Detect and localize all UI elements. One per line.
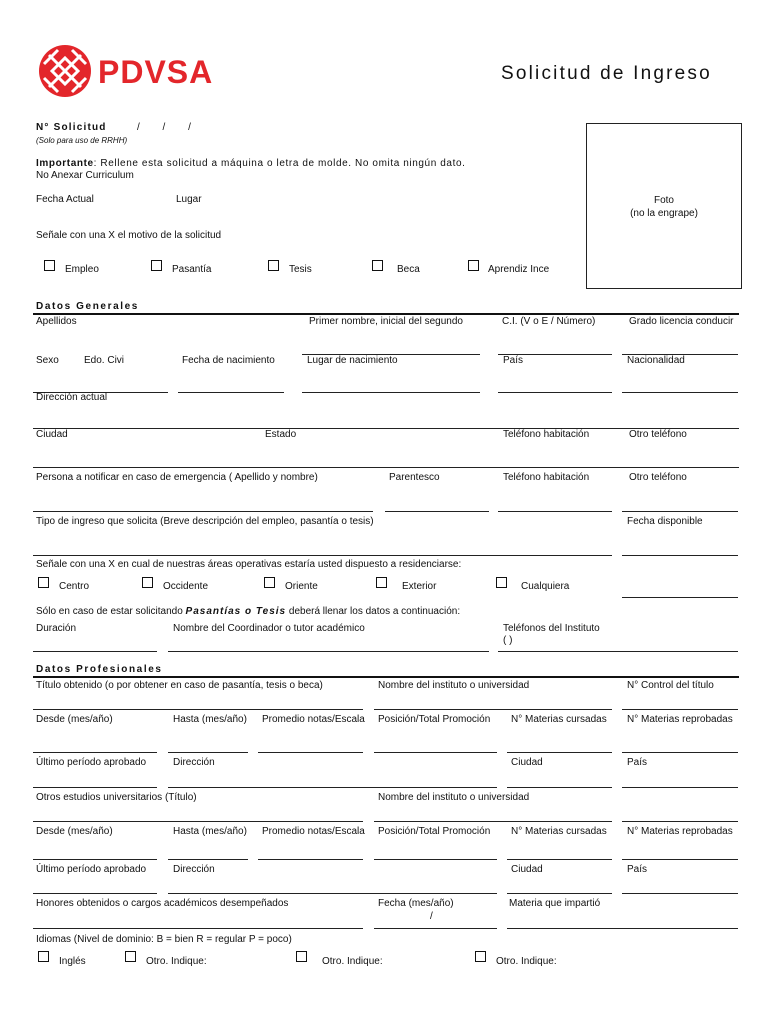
area-occidente: Occidente bbox=[163, 581, 209, 592]
field-line[interactable] bbox=[622, 893, 738, 894]
field-line[interactable] bbox=[498, 651, 738, 652]
sexo-label: Sexo bbox=[36, 355, 59, 366]
area-centro: Centro bbox=[59, 581, 90, 592]
idiomas-label: Idiomas (Nivel de dominio: B = bien R = regular P = poco) bbox=[36, 934, 292, 945]
field-line[interactable] bbox=[507, 752, 612, 753]
fecha-nacimiento-label: Fecha de nacimiento bbox=[182, 355, 275, 366]
otro-telefono-2-label: Otro teléfono bbox=[629, 472, 687, 483]
field-line[interactable] bbox=[168, 893, 497, 894]
photo-label: Foto bbox=[653, 195, 674, 206]
field-line[interactable] bbox=[374, 928, 497, 929]
fecha-disponible-label: Fecha disponible bbox=[627, 516, 703, 527]
section-divider bbox=[33, 313, 739, 315]
desde-label: Desde (mes/año) bbox=[36, 714, 113, 725]
ciudad-prof-label: Ciudad bbox=[511, 757, 543, 768]
area-cualquiera: Cualquiera bbox=[521, 581, 570, 592]
idioma-otro-2: Otro. Indique: bbox=[322, 956, 383, 967]
checkbox-otro-1[interactable] bbox=[125, 951, 136, 962]
otros-estudios-label: Otros estudios universitarios (Título) bbox=[36, 792, 197, 803]
fecha-mes-ano-label: Fecha (mes/año) bbox=[378, 898, 454, 909]
area-exterior: Exterior bbox=[402, 581, 437, 592]
fecha-slash: / bbox=[430, 911, 433, 922]
direccion-label: Dirección bbox=[173, 757, 215, 768]
checkbox-otro-2[interactable] bbox=[296, 951, 307, 962]
checkbox-centro[interactable] bbox=[38, 577, 49, 588]
titulo-obtenido-label: Título obtenido (o por obtener en caso de pasantía, tesis o beca) bbox=[36, 680, 323, 691]
field-line[interactable] bbox=[374, 821, 612, 822]
telefono-habitacion-2-label: Teléfono habitación bbox=[503, 472, 590, 483]
parentesco-label: Parentesco bbox=[389, 472, 440, 483]
area-oriente: Oriente bbox=[285, 581, 318, 592]
hasta-label: Hasta (mes/año) bbox=[173, 714, 247, 725]
lugar-label: Lugar bbox=[176, 194, 202, 205]
apellidos-label: Apellidos bbox=[36, 316, 77, 327]
section-divider bbox=[33, 676, 739, 678]
posicion-label: Posición/Total Promoción bbox=[378, 714, 491, 725]
telefono-parens: ( ) bbox=[503, 635, 513, 646]
field-line[interactable] bbox=[33, 709, 363, 710]
checkbox-oriente[interactable] bbox=[264, 577, 275, 588]
pais-label: País bbox=[503, 355, 524, 366]
telefonos-instituto-label: Teléfonos del Instituto bbox=[503, 623, 600, 634]
checkbox-tesis[interactable] bbox=[268, 260, 279, 271]
telefono-habitacion-label: Teléfono habitación bbox=[503, 429, 590, 440]
solicitud-slashes: / / / bbox=[137, 122, 191, 133]
field-line[interactable] bbox=[33, 467, 739, 468]
field-line[interactable] bbox=[622, 392, 738, 393]
materias-cursadas-label: N° Materias cursadas bbox=[511, 714, 607, 725]
field-line[interactable] bbox=[258, 752, 363, 753]
field-line[interactable] bbox=[33, 787, 157, 788]
section-datos-profesionales: Datos Profesionales bbox=[36, 664, 163, 675]
motivo-label: Señale con una X el motivo de la solicitud bbox=[36, 230, 222, 241]
ultimo-periodo-2-label: Último período aprobado bbox=[36, 864, 147, 875]
tipo-ingreso-label: Tipo de ingreso que solicita (Breve descripción del empleo, pasantía o tesis) bbox=[36, 516, 374, 527]
page-title: Solicitud de Ingreso bbox=[501, 63, 712, 84]
grado-licencia-label: Grado licencia conducir bbox=[629, 316, 734, 327]
otro-telefono-label: Otro teléfono bbox=[629, 429, 687, 440]
checkbox-exterior[interactable] bbox=[376, 577, 387, 588]
idioma-otro-1: Otro. Indique: bbox=[146, 956, 207, 967]
pais-prof-label: País bbox=[627, 757, 648, 768]
option-empleo: Empleo bbox=[65, 264, 99, 275]
field-line[interactable] bbox=[622, 511, 738, 512]
posicion-2-label: Posición/Total Promoción bbox=[378, 826, 491, 837]
field-line[interactable] bbox=[507, 893, 612, 894]
rrhh-note: (Solo para uso de RRHH) bbox=[36, 136, 128, 145]
field-line[interactable] bbox=[33, 893, 157, 894]
materias-cursadas-2-label: N° Materias cursadas bbox=[511, 826, 607, 837]
nombre-instituto-2-label: Nombre del instituto o universidad bbox=[378, 792, 530, 803]
field-line[interactable] bbox=[622, 555, 738, 556]
materias-reprobadas-2-label: N° Materias reprobadas bbox=[627, 826, 733, 837]
checkbox-ingles[interactable] bbox=[38, 951, 49, 962]
section-datos-generales: Datos Generales bbox=[36, 301, 139, 312]
field-line[interactable] bbox=[178, 392, 284, 393]
solo-caso-bold: Pasantías o Tesis bbox=[185, 606, 287, 617]
field-line[interactable] bbox=[622, 859, 738, 860]
field-line[interactable] bbox=[33, 821, 363, 822]
field-line[interactable] bbox=[168, 787, 497, 788]
no-anexar-text: No Anexar Curriculum bbox=[36, 170, 134, 181]
field-line[interactable] bbox=[302, 392, 480, 393]
fecha-actual-label: Fecha Actual bbox=[36, 194, 94, 205]
photo-box[interactable] bbox=[586, 123, 742, 289]
importante-label: Importante bbox=[36, 158, 94, 169]
ultimo-periodo-label: Último período aprobado bbox=[36, 757, 147, 768]
checkbox-otro-3[interactable] bbox=[475, 951, 486, 962]
idioma-ingles: Inglés bbox=[59, 956, 86, 967]
option-pasantia: Pasantía bbox=[172, 264, 212, 275]
checkbox-pasantia[interactable] bbox=[151, 260, 162, 271]
field-line[interactable] bbox=[507, 787, 612, 788]
field-line[interactable] bbox=[374, 752, 497, 753]
field-line[interactable] bbox=[374, 709, 612, 710]
ciudad-label: Ciudad bbox=[36, 429, 68, 440]
field-line[interactable] bbox=[498, 392, 612, 393]
ci-label: C.I. (V o E / Número) bbox=[502, 316, 596, 327]
promedio-label: Promedio notas/Escala bbox=[262, 714, 365, 725]
direccion-2-label: Dirección bbox=[173, 864, 215, 875]
checkbox-empleo[interactable] bbox=[44, 260, 55, 271]
option-tesis: Tesis bbox=[289, 264, 312, 275]
honores-label: Honores obtenidos o cargos académicos desempeñados bbox=[36, 898, 289, 909]
field-line[interactable] bbox=[498, 511, 612, 512]
field-line[interactable] bbox=[385, 511, 489, 512]
lugar-nacimiento-label: Lugar de nacimiento bbox=[307, 355, 398, 366]
field-line[interactable] bbox=[507, 928, 738, 929]
solo-caso-text bbox=[36, 606, 460, 617]
ciudad-2-label: Ciudad bbox=[511, 864, 543, 875]
checkbox-aprendiz-ince[interactable] bbox=[468, 260, 479, 271]
hasta-2-label: Hasta (mes/año) bbox=[173, 826, 247, 837]
solicitud-label: N° Solicitud bbox=[36, 122, 107, 133]
nombre-instituto-label: Nombre del instituto o universidad bbox=[378, 680, 530, 691]
field-line[interactable] bbox=[374, 859, 497, 860]
promedio-2-label: Promedio notas/Escala bbox=[262, 826, 365, 837]
field-line[interactable] bbox=[168, 752, 248, 753]
field-line[interactable] bbox=[33, 752, 157, 753]
checkbox-occidente[interactable] bbox=[142, 577, 153, 588]
areas-label: Señale con una X en cual de nuestras áreas operativas estaría usted dispuesto a residenciarse: bbox=[36, 559, 462, 570]
field-line[interactable] bbox=[622, 752, 738, 753]
field-line[interactable] bbox=[33, 555, 612, 556]
materia-impartio-label: Materia que impartió bbox=[509, 898, 601, 909]
importante-text bbox=[36, 158, 466, 169]
field-line[interactable] bbox=[168, 651, 489, 652]
coordinador-label: Nombre del Coordinador o tutor académico bbox=[173, 623, 365, 634]
solo-caso-pre: Sólo en caso de estar solicitando bbox=[36, 606, 186, 617]
importante-body: : Rellene esta solicitud a máquina o letra de molde. No omita ningún dato. bbox=[93, 158, 466, 169]
field-line[interactable] bbox=[622, 597, 738, 598]
field-line[interactable] bbox=[33, 928, 363, 929]
primer-nombre-label: Primer nombre, inicial del segundo bbox=[309, 316, 463, 327]
estado-label: Estado bbox=[265, 429, 297, 440]
desde-2-label: Desde (mes/año) bbox=[36, 826, 113, 837]
field-line[interactable] bbox=[33, 651, 157, 652]
field-line[interactable] bbox=[622, 709, 738, 710]
edo-civil-label: Edo. Civi bbox=[84, 355, 125, 366]
solo-caso-post: deberá llenar los datos a continuación: bbox=[286, 606, 461, 617]
direccion-actual-label: Dirección actual bbox=[36, 392, 108, 403]
duracion-label: Duración bbox=[36, 623, 77, 634]
materias-reprobadas-label: N° Materias reprobadas bbox=[627, 714, 733, 725]
field-line[interactable] bbox=[622, 787, 738, 788]
field-line[interactable] bbox=[258, 859, 363, 860]
field-line[interactable] bbox=[622, 821, 738, 822]
pais-2-label: País bbox=[627, 864, 648, 875]
field-line[interactable] bbox=[33, 511, 373, 512]
field-line[interactable] bbox=[33, 859, 157, 860]
idioma-otro-3: Otro. Indique: bbox=[496, 956, 557, 967]
field-line[interactable] bbox=[507, 859, 612, 860]
persona-notificar-label: Persona a notificar en caso de emergencia ( Apellido y nombre) bbox=[36, 472, 318, 483]
field-line[interactable] bbox=[168, 859, 248, 860]
pdvsa-logo-icon bbox=[38, 44, 92, 98]
nacionalidad-label: Nacionalidad bbox=[627, 355, 685, 366]
checkbox-cualquiera[interactable] bbox=[496, 577, 507, 588]
control-titulo-label: N° Control del título bbox=[627, 680, 714, 691]
checkbox-beca[interactable] bbox=[372, 260, 383, 271]
brand-name: PDVSA bbox=[98, 54, 214, 90]
option-beca: Beca bbox=[397, 264, 420, 275]
option-aprendiz-ince: Aprendiz Ince bbox=[488, 264, 550, 275]
photo-note: (no la engrape) bbox=[630, 208, 698, 219]
